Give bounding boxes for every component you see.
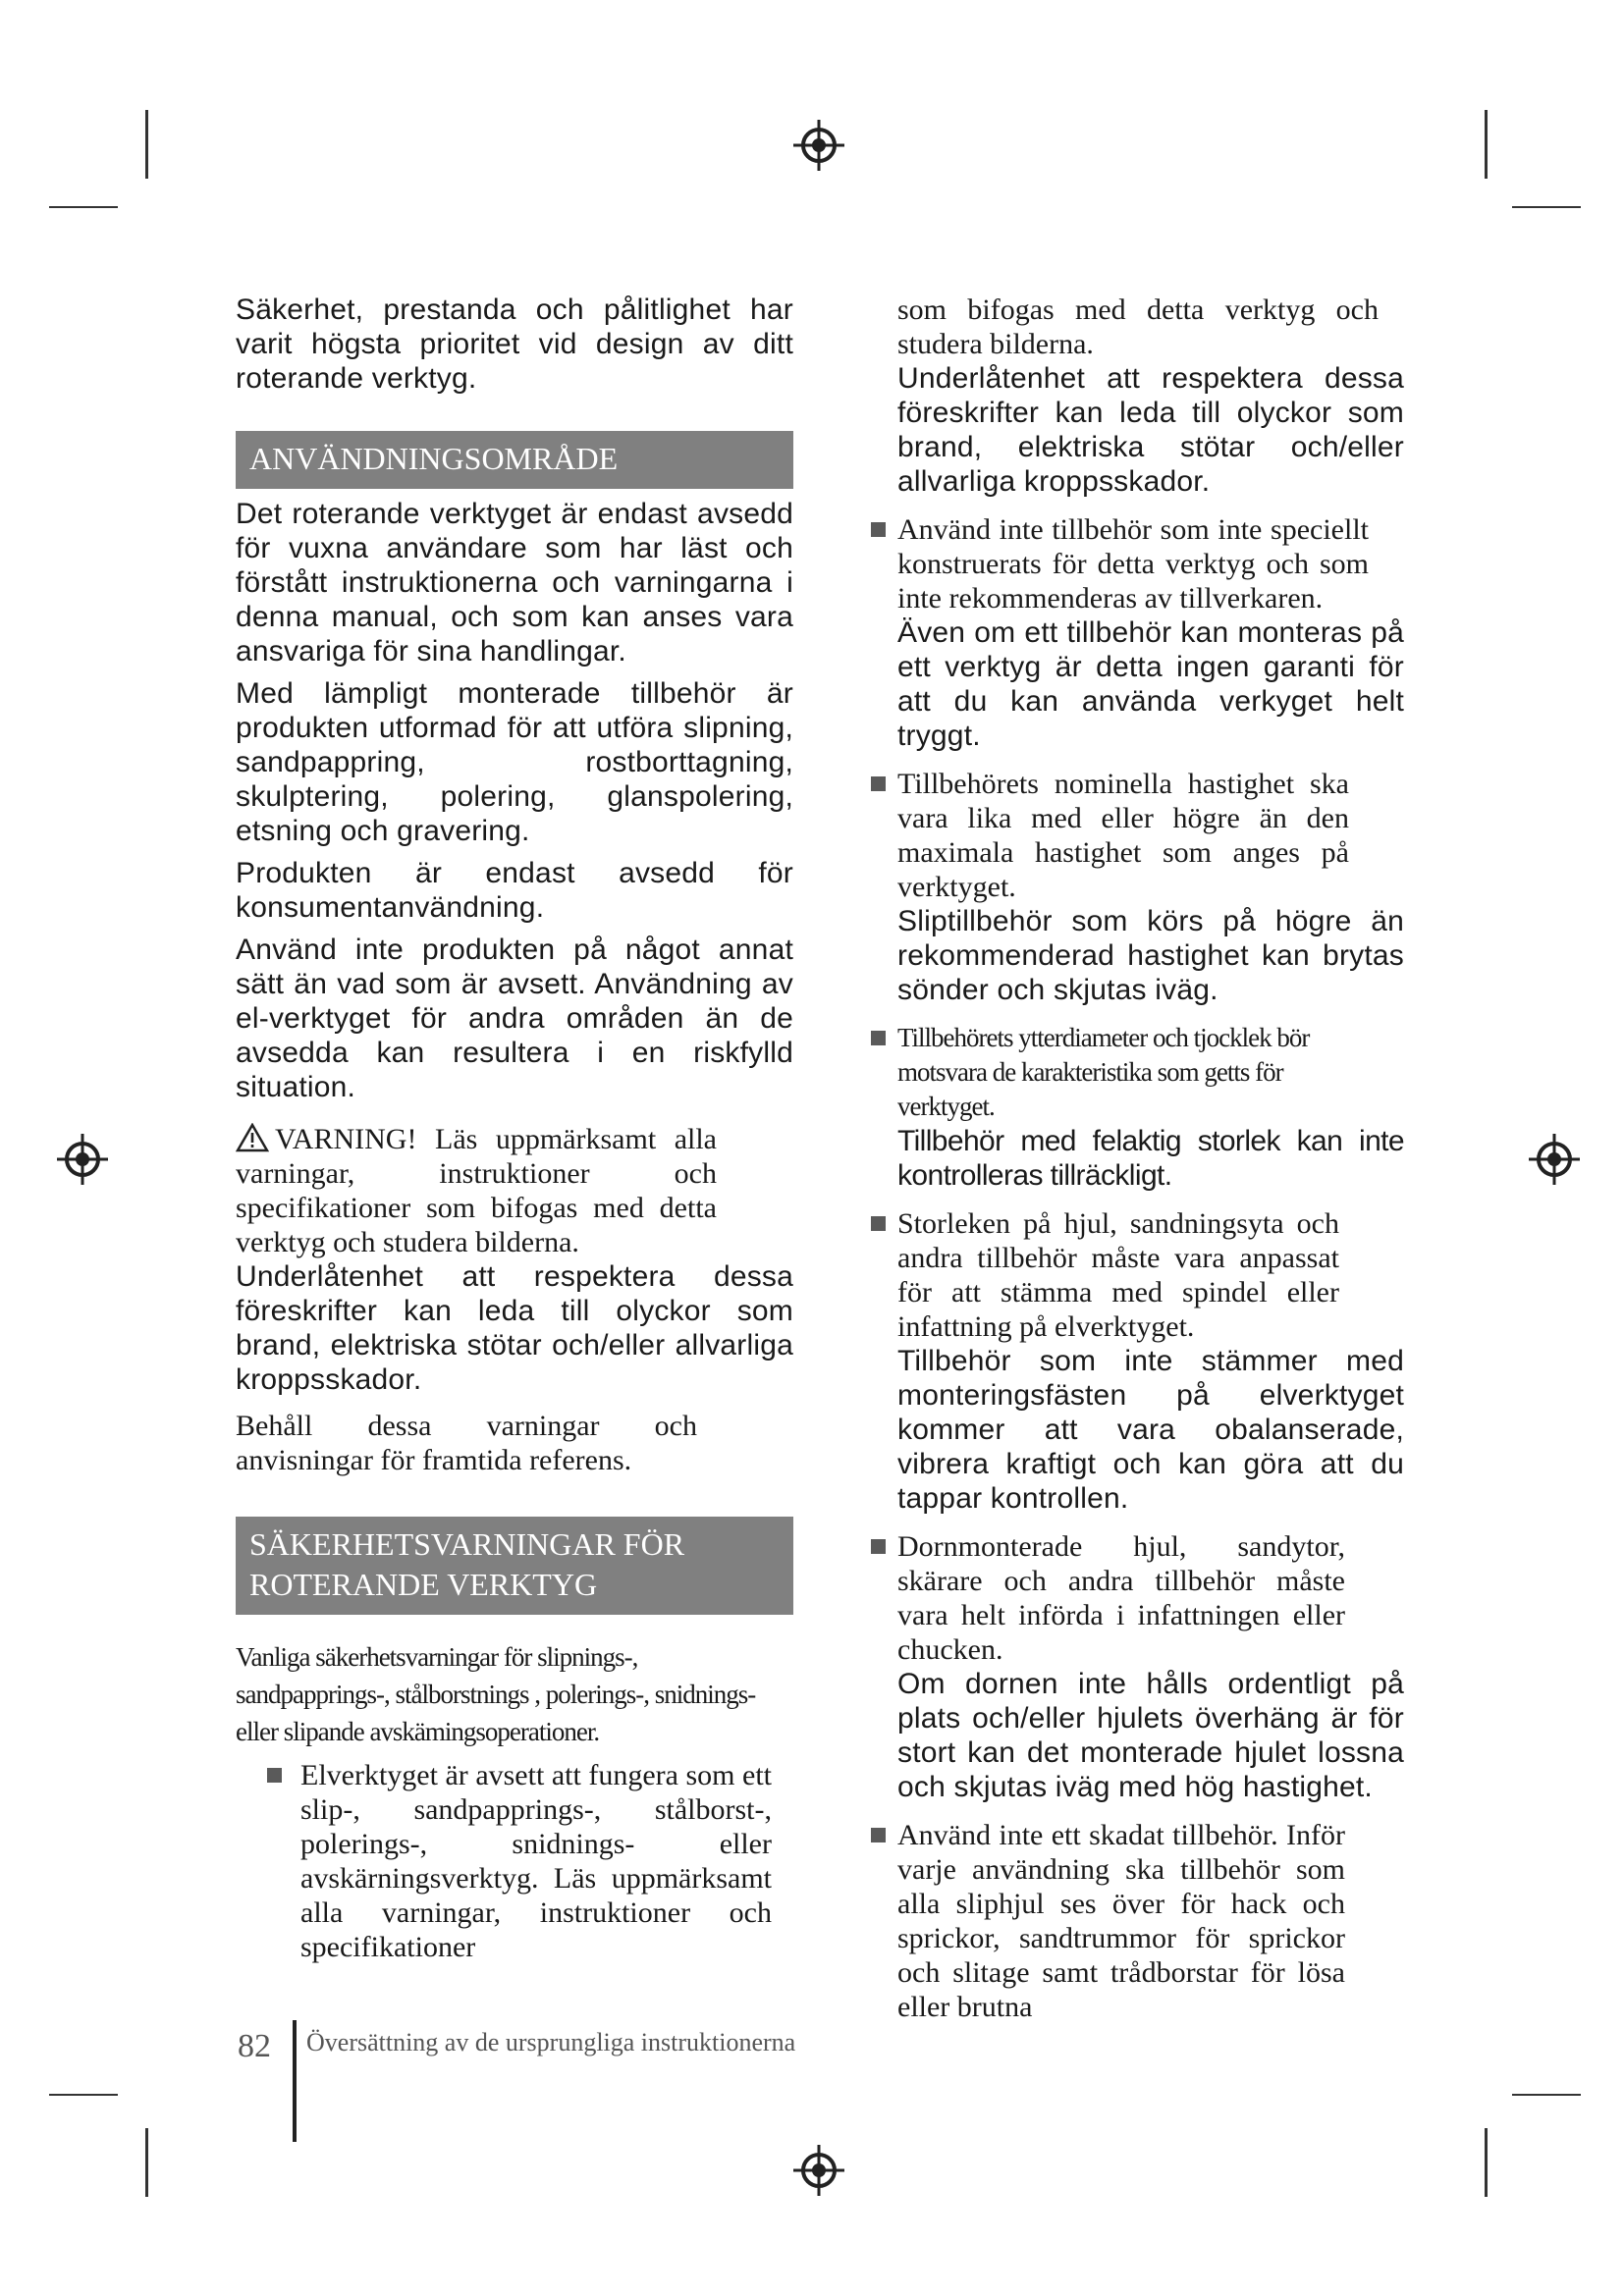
section-heading-line: ROTERANDE VERKTYG (249, 1567, 598, 1602)
crop-mark (145, 2128, 148, 2197)
warning-block (236, 1122, 793, 1397)
bullet-square-icon (267, 1768, 282, 1783)
keep-instructions: Behåll dessa varningar och anvisningar för framtida referens. (236, 1410, 697, 1476)
crop-mark (1485, 110, 1488, 179)
bullet-sans: Tillbehör som inte stämmer med monteringsfästen på elverktyget kommer att vara obalanserade, vibrera kraftigt och kan göra att du tappar kontrollen. (897, 1345, 1404, 1515)
usage-paragraph: Med lämpligt monterade tillbehör är produkten utformad för att utföra slipning, sandpappring, rostborttagning, skulptering, polering, glanspolering, etsning och gravering. (236, 677, 793, 847)
crop-mark (1512, 2094, 1581, 2096)
usage-paragraph: Det roterande verktyget är endast avsedd för vuxna användare som har läst och förstått instruktionerna och varningarna i denna manual, och som kan anses vara ansvariga för sina handlingar. (236, 498, 793, 667)
common-warnings-intro: Vanliga säkerhetsvarningar för slipnings-, sandpapprings-, stålborstnings , polerings-, snidnings- eller slipande avskämingsoperationer. (236, 1642, 756, 1746)
bullet-item (871, 1206, 1404, 1516)
bullet-serif: Storleken på hjul, sandningsyta och andra tillbehör måste vara anpassat för att stämma med spindel eller infattning på elverktyget. (897, 1207, 1339, 1343)
registration-mark-icon (1527, 1132, 1582, 1187)
crop-mark (145, 110, 148, 179)
bullet-serif: Använd inte ett skadat tillbehör. Inför varje användning ska tillbehör som alla sliphjul ses över för hack och sprickor, sandtrummor för sprickor och slitage samt trådborstar för lösa eller brutna (897, 1819, 1345, 2023)
section-heading-text: ANVÄNDNINGSOMRÅDE (249, 441, 619, 476)
bullet-sans: Även om ett tillbehör kan monteras på ett verktyg är detta ingen garanti för att du kan använda verkyget helt tryggt. (897, 616, 1404, 752)
registration-mark-icon (791, 118, 846, 173)
footer-divider (293, 2020, 297, 2142)
bullet-serif: Tillbehörets nominella hastighet ska vara lika med eller högre än den maximala hastighet som anges på verktyget. (897, 768, 1349, 903)
bullet-square-icon (871, 776, 886, 791)
section-heading-usage (236, 431, 793, 489)
crop-mark (1512, 206, 1581, 208)
bullet-item (871, 512, 1404, 753)
bullet-item (871, 767, 1404, 1007)
continued-sans: Underlåtenhet att respektera dessa föreskrifter kan leda till olyckor som brand, elektriska stötar och/eller allvarliga kroppsskador. (897, 362, 1404, 498)
bullet-square-icon (871, 1539, 886, 1554)
bullet-item (871, 1021, 1404, 1193)
right-column (871, 293, 1404, 2024)
warning-triangle-icon (236, 1123, 269, 1152)
section-heading-line: SÄKERHETSVARNINGAR FÖR (249, 1526, 685, 1562)
registration-mark-icon (55, 1132, 110, 1187)
bullet-serif: Använd inte tillbehör som inte speciellt konstruerats för detta verktyg och som inte rekommenderas av tillverkaren. (897, 513, 1369, 614)
section-heading-safety (236, 1517, 793, 1615)
warning-label: VARNING! (275, 1123, 417, 1155)
warning-text-sans: Underlåtenhet att respektera dessa föreskrifter kan leda till olyckor som brand, elektriska stötar och/eller allvarliga kroppsskador. (236, 1260, 793, 1396)
bullet-sans: Om dornen inte hålls ordentligt på plats och/eller hjulets överhäng är för stort kan det monterade hjulet lossna och skjutas iväg med hög hastighet. (897, 1668, 1404, 1803)
usage-paragraph: Använd inte produkten på något annat sätt än vad som är avsett. Användning av el-verktyget för andra områden än de avsedda kan resultera i en riskfylld situation. (236, 934, 793, 1103)
bullet-item (267, 1758, 772, 1964)
warning-text-serif (236, 1122, 717, 1259)
bullet-square-icon (871, 1216, 886, 1231)
bullet-item (871, 1818, 1404, 2024)
crop-mark (1485, 2128, 1488, 2197)
continued-warning (871, 293, 1404, 499)
crop-mark (49, 206, 118, 208)
bullet-square-icon (871, 1828, 886, 1842)
usage-paragraph: Produkten är endast avsedd för konsumentanvändning. (236, 857, 793, 924)
warning-body-serif: Läs uppmärksamt alla varningar, instruktioner och specifikationer som bifogas med detta verktyg och studera bilderna. (236, 1123, 718, 1258)
bullet-serif: Tillbehörets ytterdiameter och tjocklek bör motsvara de karakteristika som getts för verktyget. (897, 1023, 1310, 1121)
continued-serif: som bifogas med detta verktyg och studera bilderna. (897, 294, 1379, 360)
intro-paragraph: Säkerhet, prestanda och pålitlighet har varit högsta prioritet vid design av ditt roterande verktyg. (236, 294, 793, 395)
registration-mark-icon (791, 2143, 846, 2198)
bullet-serif: Dornmonterade hjul, sandytor, skärare och andra tillbehör måste vara helt införda i infattningen eller chucken. (897, 1530, 1345, 1666)
bullet-item (871, 1529, 1404, 1804)
bullet-sans: Sliptillbehör som körs på högre än rekommenderad hastighet kan brytas sönder och skjutas iväg. (897, 905, 1404, 1006)
left-column (236, 293, 793, 1964)
bullet-square-icon (871, 522, 886, 537)
bullet-text: Elverktyget är avsett att fungera som ett slip-, sandpapprings-, stålborst-, polerings-, snidnings- eller avskärningsverktyg. Läs uppmärksamt alla varningar, instruktioner och specifikationer (300, 1759, 772, 1963)
page-number: 82 (238, 2028, 271, 2064)
footer-text: Översättning av de ursprungliga instruktionerna (306, 2028, 796, 2056)
bullet-sans: Tillbehör med felaktig storlek kan inte kontrolleras tillräckligt. (897, 1125, 1404, 1192)
bullet-square-icon (871, 1031, 886, 1045)
crop-mark (49, 2094, 118, 2096)
